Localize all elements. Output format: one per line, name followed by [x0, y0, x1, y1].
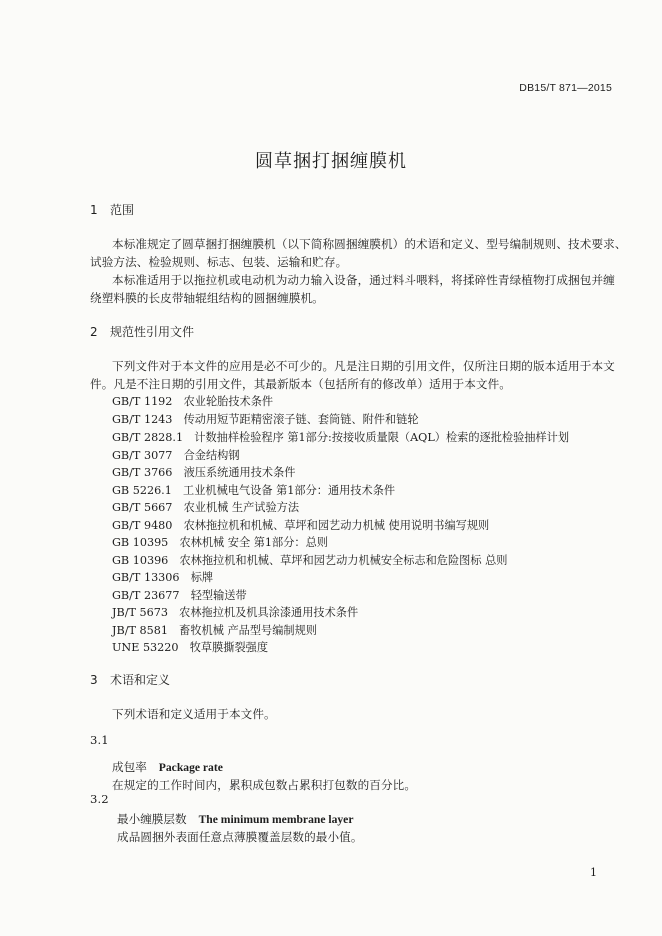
section-1-heading	[90, 201, 134, 218]
reference-item: GB 10396 农林拖拉机和机械、草坪和园艺动力机械安全标志和危险图标 总则	[112, 554, 508, 567]
section-number: 1	[90, 203, 98, 217]
term-en: Package rate	[158, 761, 223, 774]
reference-item: GB/T 5667 农业机械 生产试验方法	[112, 501, 300, 514]
reference-item: GB/T 1243 传动用短节距精密滚子链、套筒链、附件和链轮	[112, 413, 419, 426]
reference-item: GB/T 1192 农业轮胎技术条件	[112, 395, 274, 408]
reference-item: JB/T 5673 农林拖拉机及机具涂漆通用技术条件	[112, 606, 359, 619]
section-number: 2	[90, 325, 98, 339]
reference-item: GB/T 3077 合金结构钢	[112, 449, 240, 462]
term-zh: 最小缠膜层数	[117, 812, 187, 826]
standard-code: DB15/T 871—2015	[519, 82, 612, 94]
term-definition: 成品圆捆外表面任意点薄膜覆盖层数的最小值。	[117, 830, 363, 844]
term-heading	[117, 811, 353, 827]
reference-item: GB 10395 农林机械 安全 第1部分：总则	[112, 536, 328, 549]
section-number: 3	[90, 673, 98, 687]
section-title: 术语和定义	[110, 673, 171, 687]
section-title: 范围	[110, 203, 135, 217]
section-intro: 下列术语和定义适用于本文件。	[112, 707, 276, 721]
reference-item: GB/T 23677 轻型输送带	[112, 589, 247, 602]
section-3-heading	[90, 671, 170, 688]
paragraph-line: 绕塑料膜的长皮带轴辊组结构的圆捆缠膜机。	[90, 291, 324, 305]
term-number: 3.1	[90, 733, 109, 747]
paragraph-line: 件。凡是不注日期的引用文件，其最新版本（包括所有的修改单）适用于本文件。	[90, 377, 511, 391]
section-title: 规范性引用文件	[110, 325, 195, 339]
reference-item: JB/T 8581 畜牧机械 产品型号编制规则	[112, 624, 317, 637]
reference-item: UNE 53220 牧草膜撕裂强度	[112, 641, 269, 654]
page-number: 1	[590, 866, 597, 879]
term-en: The minimum membrane layer	[198, 813, 354, 826]
term-zh: 成包率	[112, 760, 147, 774]
document-title: 圆草捆打捆缠膜机	[255, 151, 407, 172]
term-number: 3.2	[90, 792, 109, 806]
term-definition: 在规定的工作时间内，累积成包数占累积打包数的百分比。	[112, 778, 417, 792]
paragraph-line: 下列文件对于本文件的应用是必不可少的。凡是注日期的引用文件，仅所注日期的版本适用于本文	[112, 359, 615, 373]
paragraph-line: 本标准规定了圆草捆打捆缠膜机（以下简称圆捆缠膜机）的术语和定义、型号编制规则、技术要求、	[112, 237, 627, 251]
paragraph-line: 试验方法、检验规则、标志、包装、运输和贮存。	[90, 255, 348, 269]
reference-item: GB/T 13306 标牌	[112, 571, 214, 584]
reference-item: GB 5226.1 工业机械电气设备 第1部分：通用技术条件	[112, 484, 396, 497]
reference-item: GB/T 9480 农林拖拉机和机械、草坪和园艺动力机械 使用说明书编写规则	[112, 519, 490, 532]
term-heading	[112, 759, 223, 775]
reference-item: GB/T 3766 液压系统通用技术条件	[112, 466, 296, 479]
section-2-heading	[90, 323, 194, 340]
paragraph-line: 本标准适用于以拖拉机或电动机为动力输入设备，通过料斗喂料，将揉碎性青绿植物打成捆包并缠	[112, 273, 615, 287]
reference-item: GB/T 2828.1 计数抽样检验程序 第1部分:按接收质量限（AQL）检索的逐批检验抽样计划	[112, 431, 570, 444]
